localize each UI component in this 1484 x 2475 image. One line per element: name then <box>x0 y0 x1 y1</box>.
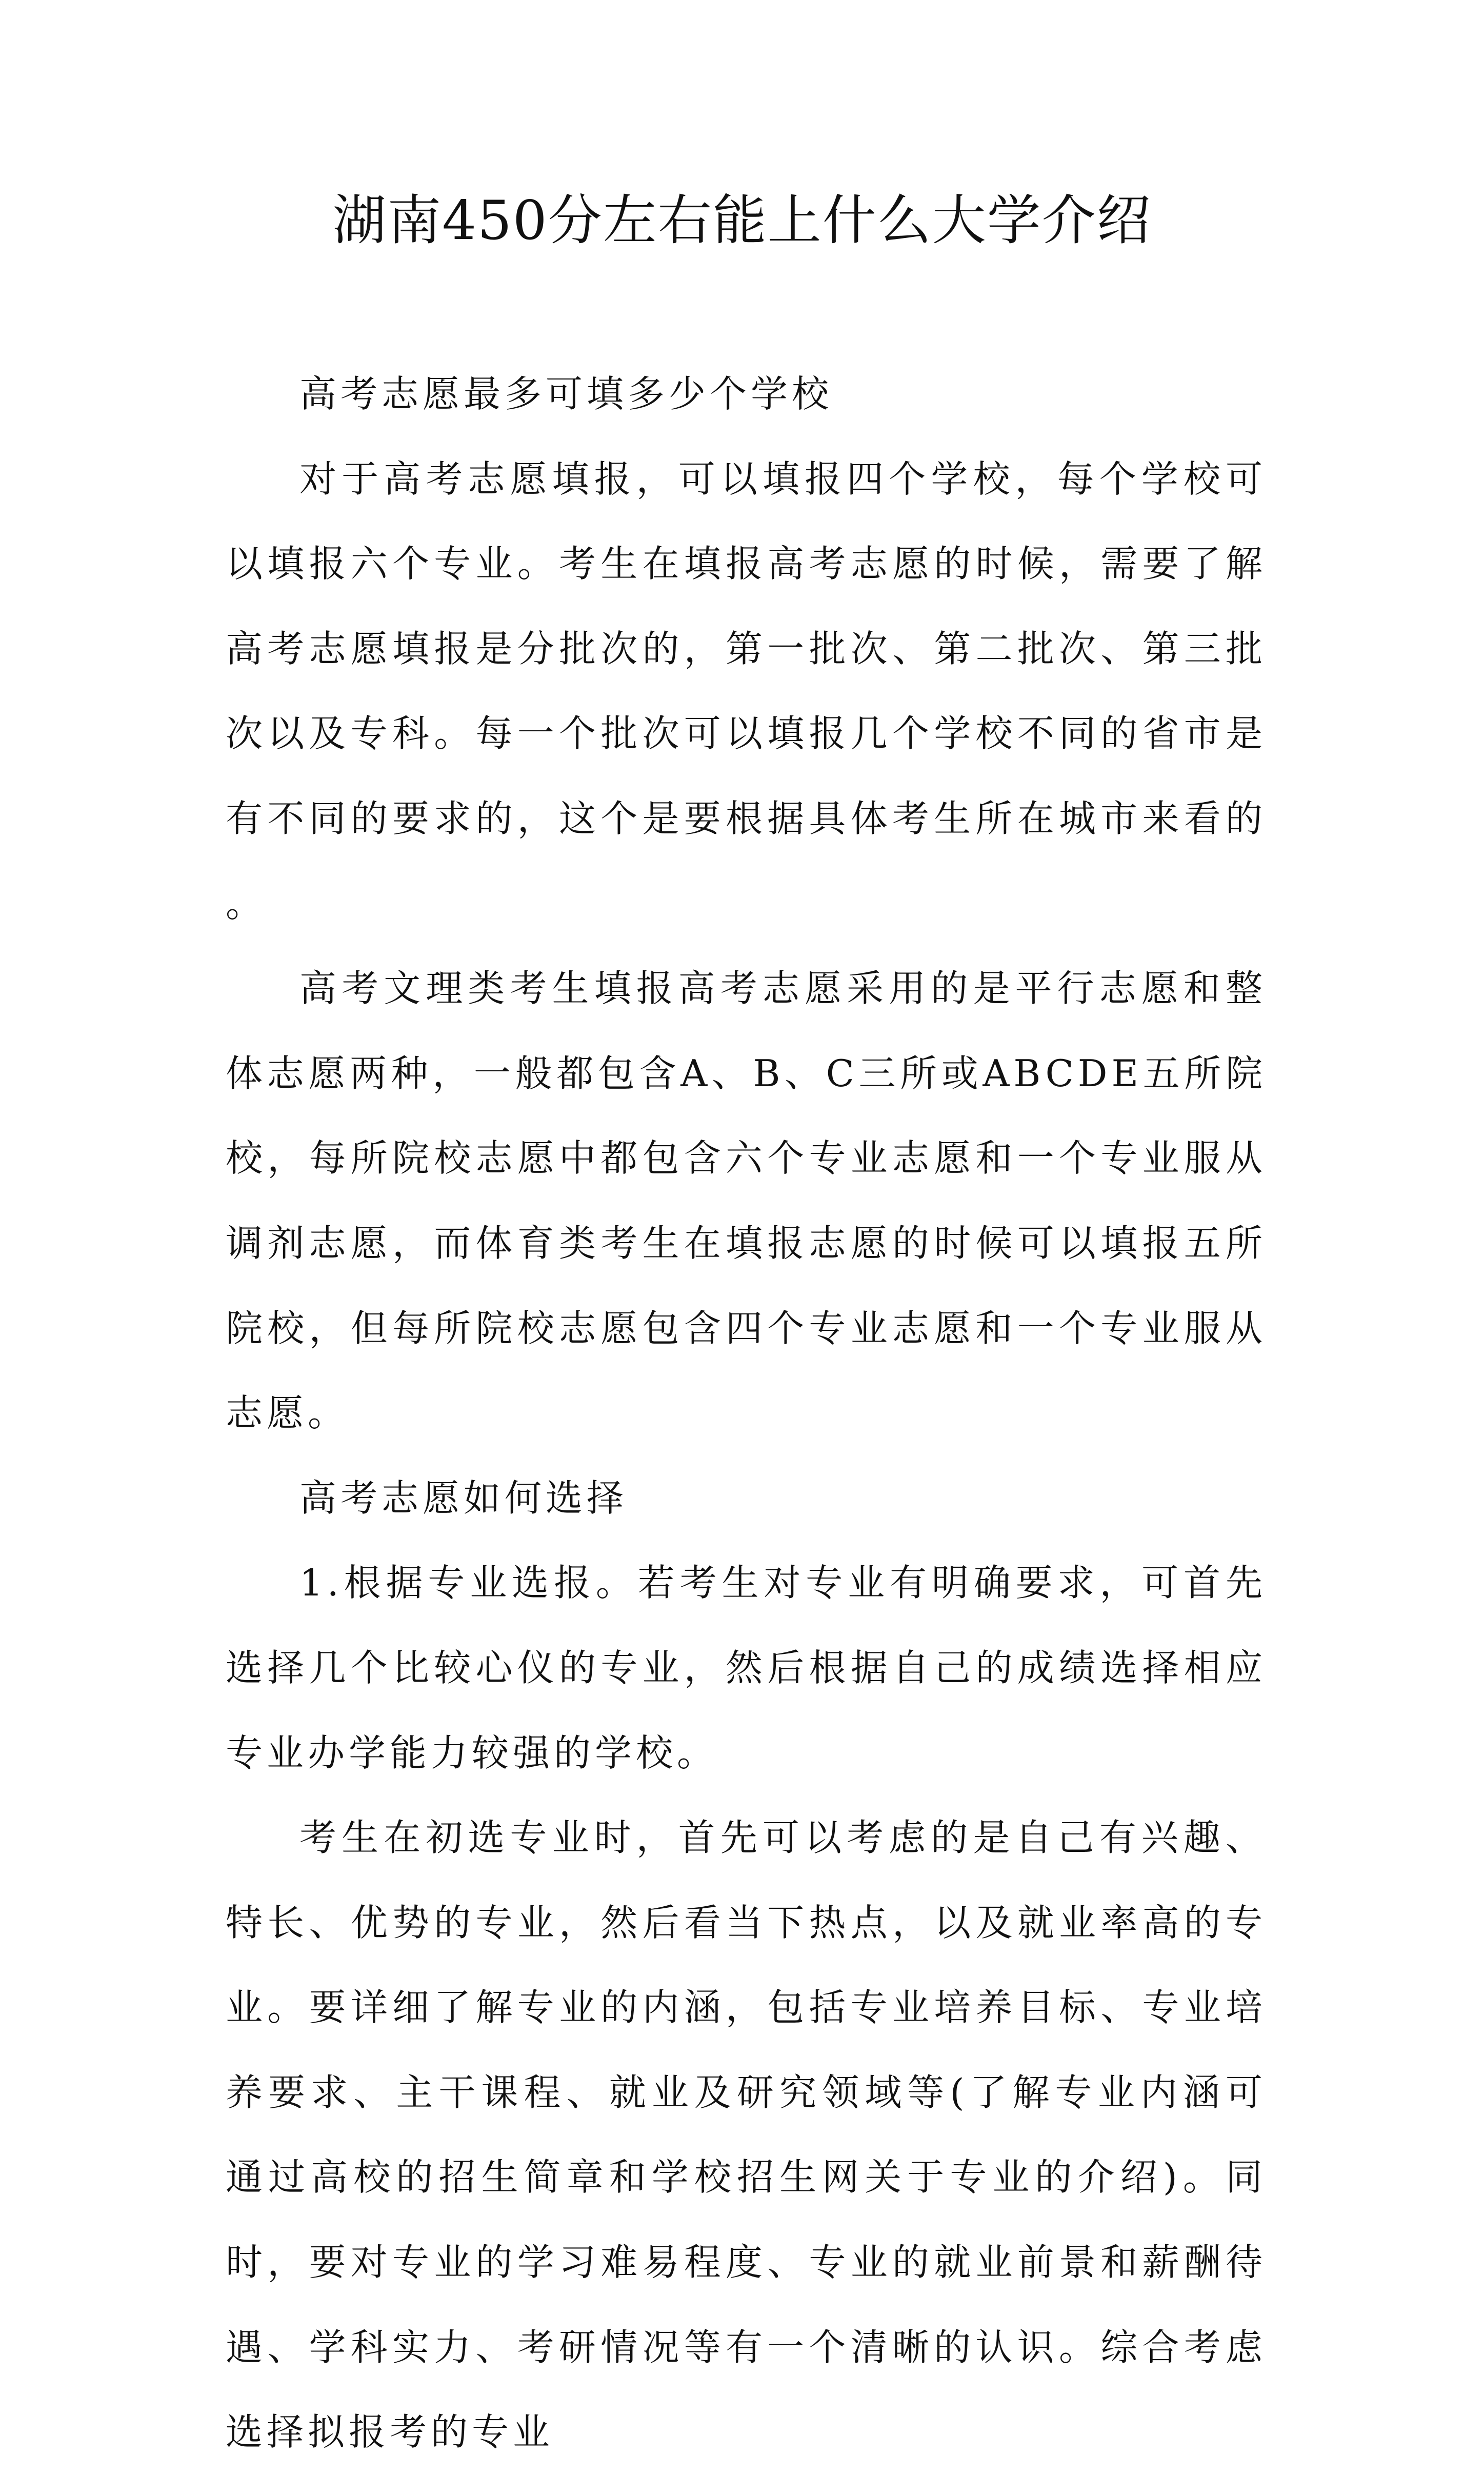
paragraph: 对于高考志愿填报，可以填报四个学校，每个学校可以填报六个专业。考生在填报高考志愿的时候，需要了解高考志愿填报是分批次的，第一批次、第二批次、第三批次以及专科。每一个批次可以填报几个学校不同的省市是有不同的要求的，这个是要根据具体考生所在城市来看的。 <box>226 457 1267 925</box>
paragraph-heading-2: 高考志愿如何选择 <box>299 1476 628 1520</box>
document-body <box>226 352 1267 2475</box>
paragraph-heading-1: 高考志愿最多可填多少个学校 <box>299 372 833 415</box>
document-title: 湖南450分左右能上什么大学介绍 <box>332 189 1152 252</box>
paragraph: 考生在初选专业时，首先可以考虑的是自己有兴趣、特长、优势的专业，然后看当下热点，以及就业率高的专业。要详细了解专业的内涵，包括专业培养目标、专业培养要求、主干课程、就业及研究领域等(了解专业内涵可通过高校的招生简章和学校招生网关于专业的介绍)。同时，要对专业的学习难易程度、专业的就业前景和薪酬待遇、学科实力、考研情况等有一个清晰的认识。综合考虑选择拟报考的专业 <box>226 1816 1267 2454</box>
paragraph: 1.根据专业选报。若考生对专业有明确要求，可首先选择几个比较心仪的专业，然后根据自己的成绩选择相应专业办学能力较强的学校。 <box>226 1561 1267 1774</box>
paragraph: 高考文理类考生填报高考志愿采用的是平行志愿和整体志愿两种，一般都包含A、B、C三所或ABCDE五所院校，每所院校志愿中都包含六个专业志愿和一个专业服从调剂志愿，而体育类考生在填报志愿的时候可以填报五所院校，但每所院校志愿包含四个专业志愿和一个专业服从志愿。 <box>226 967 1267 1435</box>
